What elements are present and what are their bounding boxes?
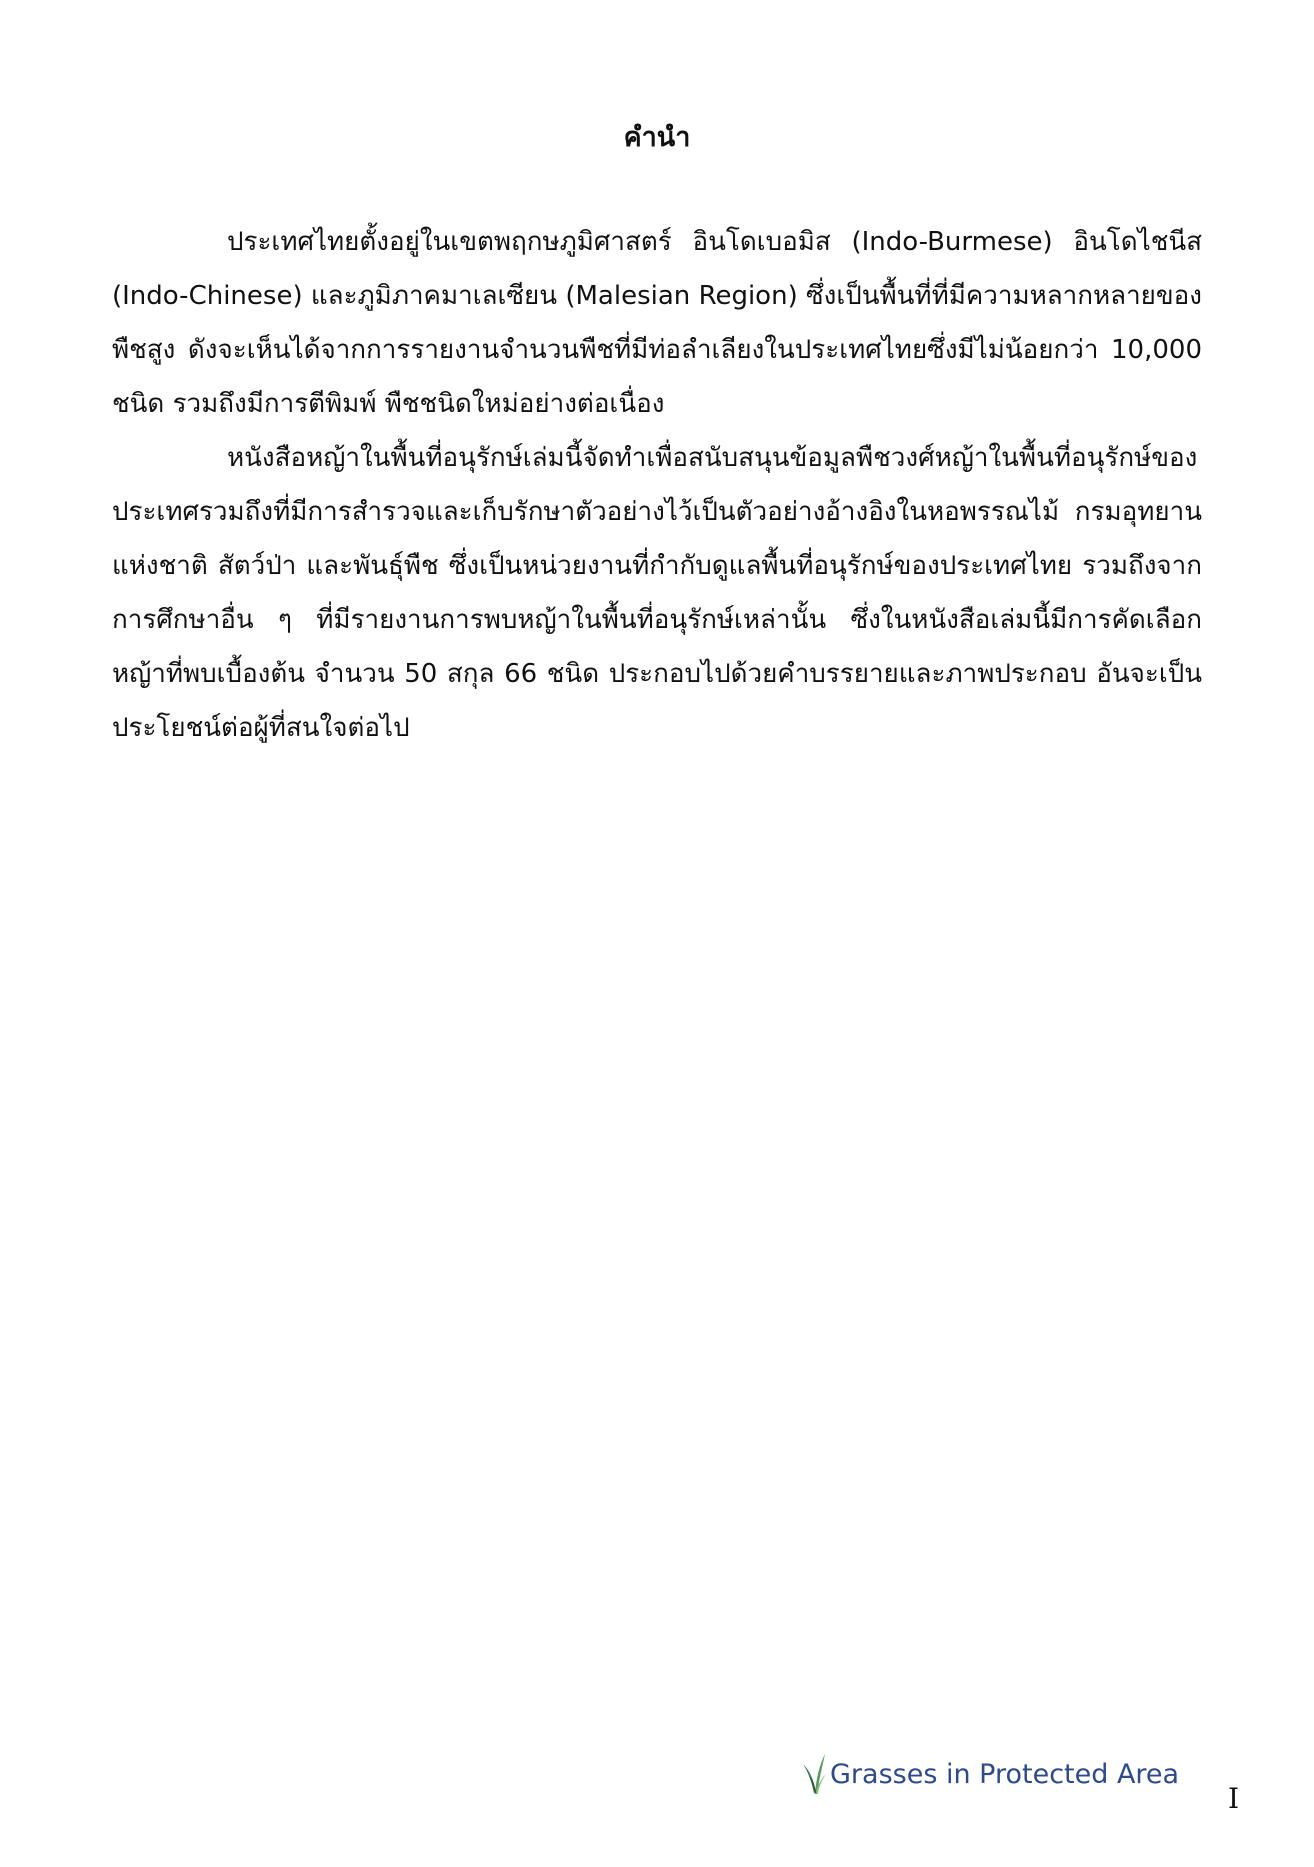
paragraph: ประเทศไทยตั้งอยู่ในเขตพฤกษภูมิศาสตร์ อินโดเบอมิส (Indo-Burmese) อินโดไชนีส (Indo-Chinese) และภูมิภาคมาเลเซียน (Malesian Region) ซึ่งเป็นพื้นที่ที่มีความหลากหลายของพืชสูง ดังจะเห็นได้จากการรายงานจำนวนพืชที่มีท่อลำเลียงในประเทศไทยซึ่งมีไม่น้อยกว่า 10,000 ชนิด รวมถึงมีการตีพิมพ์ พืชชนิดใหม่อย่างต่อเนื่อง bbox=[112, 227, 1202, 419]
body-text bbox=[112, 215, 1202, 755]
footer-title: Grasses in Protected Area bbox=[830, 1758, 1180, 1790]
page-number: I bbox=[1228, 1782, 1240, 1815]
grass-leaf-icon bbox=[800, 1752, 828, 1796]
footer bbox=[800, 1752, 1179, 1796]
paragraph: หนังสือหญ้าในพื้นที่อนุรักษ์เล่มนี้จัดทำเพื่อสนับสนุนข้อมูลพืชวงศ์หญ้าในพื้นที่อนุรักษ์ของประเทศรวมถึงที่มีการสำรวจและเก็บรักษาตัวอย่างไว้เป็นตัวอย่างอ้างอิงในหอพรรณไม้ กรมอุทยานแห่งชาติ สัตว์ป่า และพันธุ์พืช ซึ่งเป็นหน่วยงานที่กำกับดูแลพื้นที่อนุรักษ์ของประเทศไทย รวมถึงจากการศึกษาอื่น ๆ ที่มีรายงานการพบหญ้าในพื้นที่อนุรักษ์เหล่านั้น ซึ่งในหนังสือเล่มนี้มีการคัดเลือกหญ้าที่พบเบื้องต้น จำนวน 50 สกุล 66 ชนิด ประกอบไปด้วยคำบรรยายและภาพประกอบ อันจะเป็นประโยชน์ต่อผู้ที่สนใจต่อไป bbox=[112, 443, 1202, 743]
page-title: คำนำ bbox=[623, 122, 691, 153]
